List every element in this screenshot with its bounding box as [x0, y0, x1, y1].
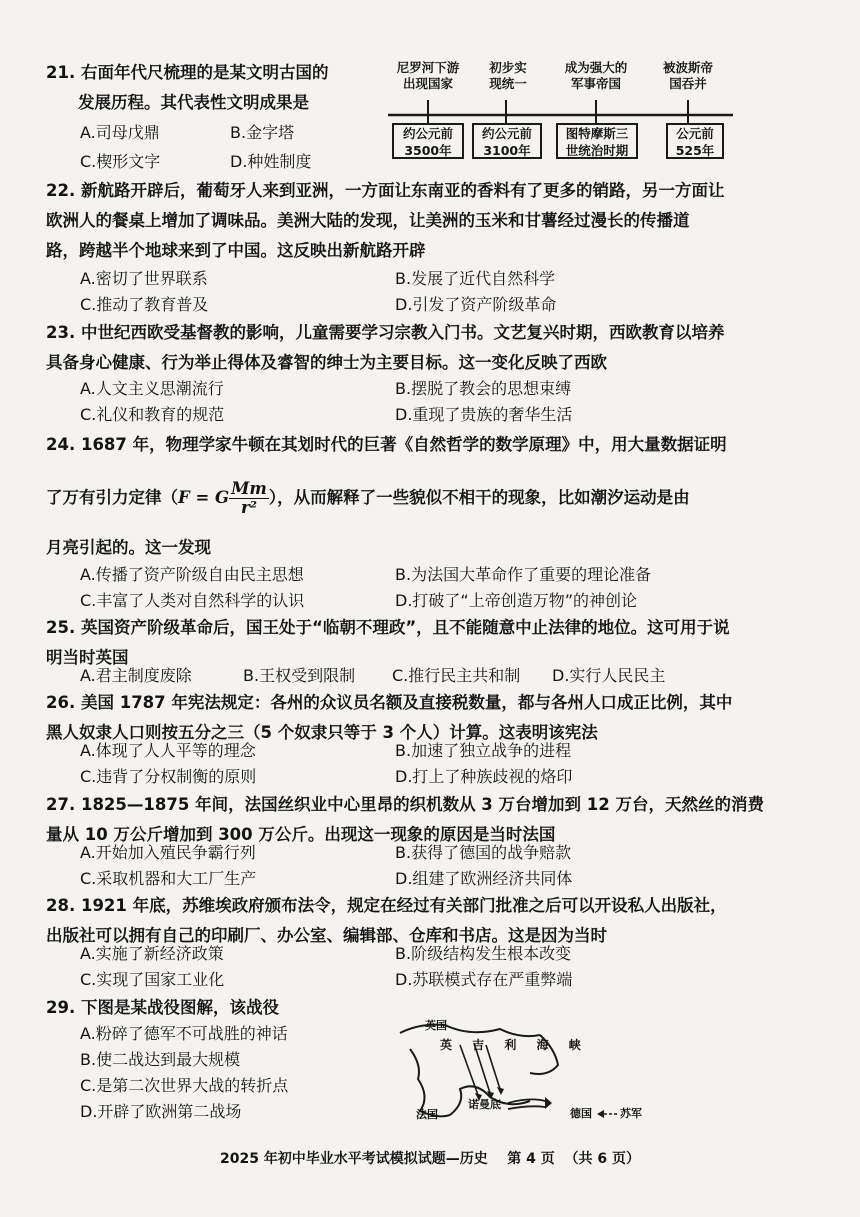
q29-option-b[interactable]: B.使二战达到最大规模 [80, 1050, 241, 1069]
q23-line: 具备身心健康、行为举止得体及睿智的绅士为主要目标。这一变化反映了西欧 [46, 353, 607, 372]
q25-option-c[interactable]: C.推行民主共和制 [392, 666, 521, 685]
q27-option-d[interactable]: D.组建了欧洲经济共同体 [395, 869, 573, 888]
formula-lhs: F = G [178, 488, 230, 507]
q22-option-b[interactable]: B.发展了近代自然科学 [395, 269, 556, 288]
q21-option-d[interactable]: D.种姓制度 [230, 152, 312, 171]
timeline-date-box: 约公元前 3500年 [392, 123, 464, 159]
q27-option-b[interactable]: B.获得了德国的战争赔款 [395, 843, 572, 862]
q24-option-b[interactable]: B.为法国大革命作了重要的理论准备 [395, 565, 652, 584]
q24-line3-wrap [46, 533, 816, 563]
q23-option-b[interactable]: B.摆脱了教会的思想束缚 [395, 379, 572, 398]
map-label-germany: 德国 [570, 1107, 592, 1120]
q29-line1: 29. 下图是某战役图解，该战役 [46, 998, 279, 1017]
q21-option-c[interactable]: C.楔形文字 [80, 152, 161, 171]
q27-line: 量从 10 万公斤增加到 300 万公斤。出现这一现象的原因是当时法国 [46, 825, 556, 844]
q23-option-d[interactable]: D.重现了贵族的奢华生活 [395, 405, 573, 424]
map-label-strait: 英 吉 利 海 峡 [440, 1038, 589, 1052]
q27-line: 27. 1825—1875 年间，法国丝织业中心里昂的织机数从 3 万台增加到 12 万台，天然丝的消费 [46, 795, 764, 814]
q24-line3: 月亮引起的。这一发现 [46, 538, 211, 557]
q22-option-d[interactable]: D.引发了资产阶级革命 [395, 295, 557, 314]
question-24 [46, 430, 816, 460]
q25-line: 25. 英国资产阶级革命后，国王处于“临朝不理政”，且不能随意中止法律的地位。这可用于说 [46, 618, 730, 637]
q28-option-d[interactable]: D.苏联模式存在严重弊端 [395, 970, 573, 989]
q28-option-a[interactable]: A.实施了新经济政策 [80, 944, 224, 963]
timeline-date-box: 公元前 525年 [666, 123, 724, 159]
formula-numerator: Mm [231, 479, 267, 498]
q24-option-d[interactable]: D.打破了“上帝创造万物”的神创论 [395, 591, 637, 610]
q23-option-a[interactable]: A.人文主义思潮流行 [80, 379, 224, 398]
q21-timeline [388, 60, 733, 160]
q24-line2-pre: 了万有引力定律（ [46, 488, 178, 507]
q22-line: 欧洲人的餐桌上增加了调味品。美洲大陆的发现，让美洲的玉米和甘薯经过漫长的传播道 [46, 211, 690, 230]
formula-fraction [229, 480, 269, 517]
q26-option-b[interactable]: B.加速了独立战争的进程 [395, 741, 572, 760]
q24-line2-post: ），从而解释了一些貌似不相干的现象，比如潮汐运动是由 [268, 488, 690, 507]
q24-formula-line [46, 480, 816, 517]
q25-option-b[interactable]: B.王权受到限制 [243, 666, 356, 685]
timeline-date-box: 图特摩斯三 世统治时期 [556, 123, 638, 159]
q23-line: 23. 中世纪西欧受基督教的影响，儿童需要学习宗教入门书。文艺复兴时期，西欧教育以培养 [46, 323, 725, 342]
q27-option-a[interactable]: A.开始加入殖民争霸行列 [80, 843, 256, 862]
q22-option-a[interactable]: A.密切了世界联系 [80, 269, 208, 288]
q26-option-a[interactable]: A.体现了人人平等的理念 [80, 741, 256, 760]
q22-line: 路，跨越半个地球来到了中国。这反映出新航路开辟 [46, 241, 426, 260]
q29-option-a[interactable]: A.粉碎了德军不可战胜的神话 [80, 1024, 288, 1043]
q21-line1: 21. 右面年代尺梳理的是某文明古国的 [46, 63, 329, 82]
q22-option-c[interactable]: C.推动了教育普及 [80, 295, 209, 314]
timeline-date-box: 约公元前 3100年 [472, 123, 542, 159]
q28-option-c[interactable]: C.实现了国家工业化 [80, 970, 225, 989]
question-23 [46, 318, 816, 378]
q25-line: 明当时英国 [46, 648, 129, 667]
q28-option-b[interactable]: B.阶级结构发生根本改变 [395, 944, 572, 963]
q28-line: 28. 1921 年底，苏维埃政府颁布法令，规定在经过有关部门批准之后可以开设私人出版社， [46, 896, 727, 915]
timeline-top-label: 成为强大的 军事帝国 [564, 60, 628, 91]
map-label-uk: 英国 [425, 1019, 447, 1032]
q26-option-d[interactable]: D.打上了种族歧视的烙印 [395, 767, 573, 786]
q22-line: 22. 新航路开辟后，葡萄牙人来到亚洲，一方面让东南亚的香料有了更多的销路，另一方面让 [46, 181, 725, 200]
q25-option-d[interactable]: D.实行人民民主 [552, 666, 666, 685]
timeline-top-label: 初步实 现统一 [489, 60, 527, 91]
question-22 [46, 176, 816, 266]
q24-line1: 24. 1687 年，物理学家牛顿在其划时代的巨著《自然哲学的数学原理》中，用大量数据证明 [46, 435, 727, 454]
q26-line: 黑人奴隶人口则按五分之三（5 个奴隶只等于 3 个人）计算。这表明该宪法 [46, 723, 598, 742]
q27-option-c[interactable]: C.采取机器和大工厂生产 [80, 869, 257, 888]
q24-option-a[interactable]: A.传播了资产阶级自由民主思想 [80, 565, 304, 584]
q23-option-c[interactable]: C.礼仪和教育的规范 [80, 405, 225, 424]
formula-denominator: r² [241, 498, 257, 517]
q24-option-c[interactable]: C.丰富了人类对自然科学的认识 [80, 591, 305, 610]
timeline-top-label: 尼罗河下游 出现国家 [396, 60, 460, 91]
q26-line: 26. 美国 1787 年宪法规定：各州的众议员名额及直接税数量，都与各州人口成正比例，其中 [46, 693, 733, 712]
q29-option-c[interactable]: C.是第二次世界大战的转折点 [80, 1076, 289, 1095]
q29-option-d[interactable]: D.开辟了欧洲第二战场 [80, 1102, 242, 1121]
q25-option-a[interactable]: A.君主制度废除 [80, 666, 192, 685]
q28-line: 出版社可以拥有自己的印刷厂、办公室、编辑部、仓库和书店。这是因为当时 [46, 926, 607, 945]
q21-line2: 发展历程。其代表性文明成果是 [78, 93, 309, 112]
page-footer: 2025 年初中毕业水平考试模拟试题—历史 第 4 页 （共 6 页） [219, 1151, 641, 1167]
map-label-normandy: 诺曼底 [468, 1098, 501, 1111]
q21-option-a[interactable]: A.司母戊鼎 [80, 123, 160, 142]
map-label-soviet: 苏军 [620, 1107, 642, 1120]
timeline-top-label: 被波斯帝 国吞并 [662, 60, 713, 91]
map-label-france: 法国 [416, 1108, 438, 1121]
q26-option-c[interactable]: C.违背了分权制衡的原则 [80, 767, 257, 786]
q21-option-b[interactable]: B.金字塔 [230, 123, 295, 142]
